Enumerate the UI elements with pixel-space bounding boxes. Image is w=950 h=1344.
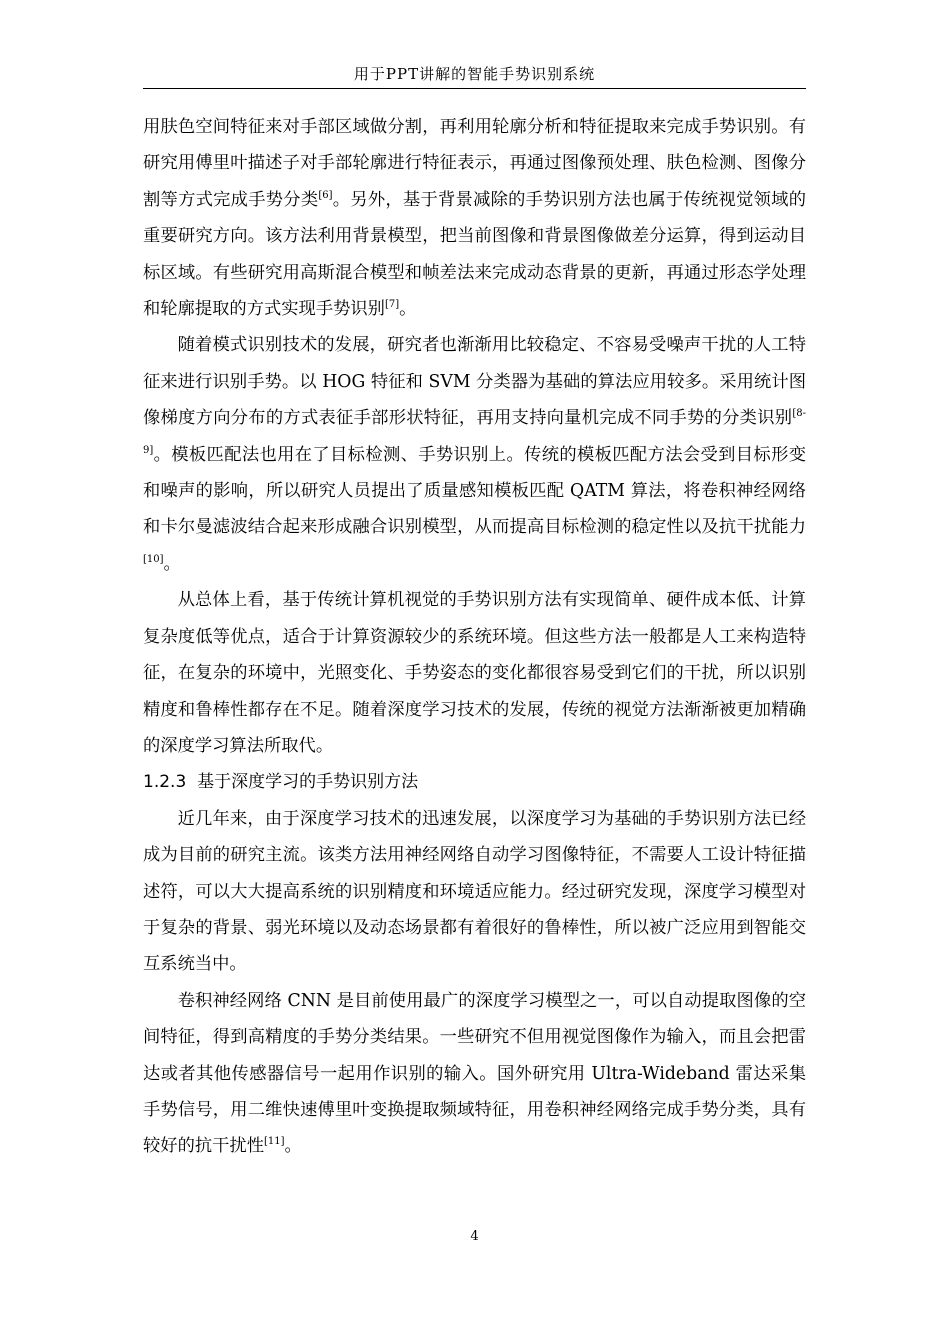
paragraph-text: 从总体上看，基于传统计算机视觉的手势识别方法有实现简单、硬件成本低、计算复杂度低等优点，适合于计算资源较少的系统环境。但这些方法一般都是人工来构造特征，在复杂的环境中，光照变化、手势姿态的变化都很容易受到它们的干扰，所以识别精度和鲁棒性都存在不足。随着深度学习技术的发展，传统的视觉方法渐渐被更加精确的深度学习算法所取代。 (143, 590, 806, 756)
citation-ref: [6] (318, 189, 333, 201)
section-title: 基于深度学习的手势识别方法 (197, 772, 419, 793)
citation-ref: [11] (263, 1136, 285, 1148)
paragraph-1 (143, 109, 806, 327)
paragraph-text: 。 (399, 299, 417, 320)
paragraph-text: 用肤色空间特征来对手部区域做分割，再利用轮廓分析和特征提取来完成手势识别。有研究用傅里叶描述子对手部轮廓进行特征表示，再通过图像预处理、肤色检测、图像分割等方式完成手势分类 (143, 117, 806, 210)
header-rule (143, 88, 806, 89)
paragraph-4 (143, 801, 806, 983)
body-text (143, 109, 806, 1165)
citation-ref: [8-9] (143, 408, 806, 456)
running-header: 用于PPT讲解的智能手势识别系统 (353, 65, 596, 83)
paragraph-2 (143, 327, 806, 582)
paragraph-text: 随着模式识别技术的发展，研究者也渐渐用比较稳定、不容易受噪声干扰的人工特征来进行识别手势。以 HOG 特征和 SVM 分类器为基础的算法应用较多。采用统计图像梯度方向分布的方式表征手部形状特征，再用支持向量机完成不同手势的分类识别 (143, 335, 806, 429)
paragraph-text: 。另外，基于背景减除的手势识别方法也属于传统视觉领域的重要研究方向。该方法利用背景模型，把当前图像和背景图像做差分运算，得到运动目标区域。有些研究用高斯混合模型和帧差法来完成动态背景的更新，再通过形态学处理和轮廓提取的方式实现手势识别 (143, 189, 806, 320)
page-number: 4 (470, 1229, 479, 1244)
paragraph-5 (143, 983, 806, 1165)
paragraph-text: 卷积神经网络 CNN 是目前使用最广的深度学习模型之一，可以自动提取图像的空间特征，得到高精度的手势分类结果。一些研究不但用视觉图像作为输入，而且会把雷达或者其他传感器信号一起用作识别的输入。国外研究用 Ultra-Wideband 雷达采集手势信号，用二维快速傅里叶变换提取频域特征，用卷积神经网络完成手势分类，具有较好的抗干扰性 (143, 990, 806, 1157)
citation-ref: [10] (143, 553, 164, 565)
paragraph-text: 近几年来，由于深度学习技术的迅速发展，以深度学习为基础的手势识别方法已经成为目前的研究主流。该类方法用神经网络自动学习图像特征，不需要人工设计特征描述符，可以大大提高系统的识别精度和环境适应能力。经过研究发现，深度学习模型对于复杂的背景、弱光环境以及动态场景都有着很好的鲁棒性，所以被广泛应用到智能交互系统当中。 (143, 808, 806, 975)
section-heading (143, 764, 806, 800)
citation-ref: [7] (384, 299, 400, 311)
paragraph-text: 。模板匹配法也用在了目标检测、手势识别上。传统的模板匹配方法会受到目标形变和噪声的影响，所以研究人员提出了质量感知模板匹配 QATM 算法，将卷积神经网络和卡尔曼滤波结合起来形成融合识别模型，从而提高目标检测的稳定性以及抗干扰能力 (143, 444, 806, 538)
paragraph-3 (143, 582, 806, 764)
paragraph-text: 。 (163, 553, 181, 574)
section-number: 1.2.3 (143, 772, 187, 793)
paragraph-text: 。 (284, 1136, 302, 1157)
